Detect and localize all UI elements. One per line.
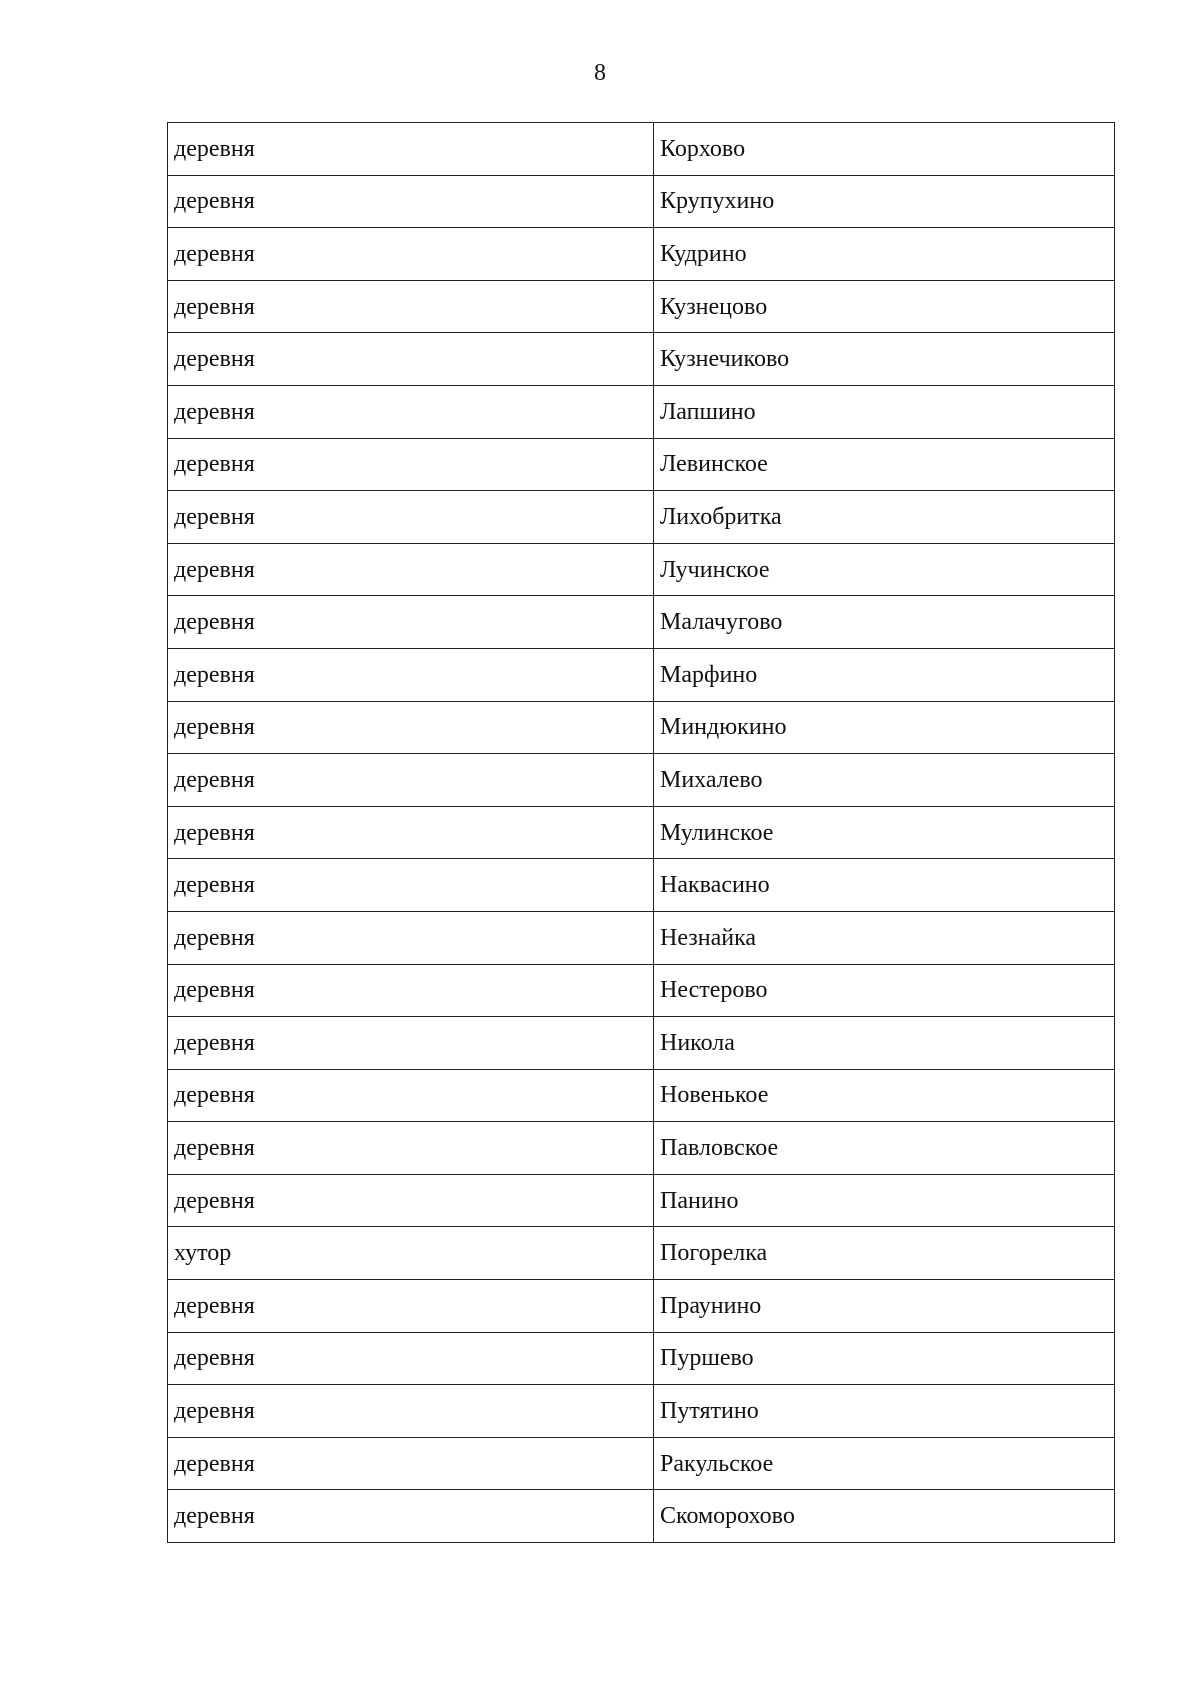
table-row <box>168 596 1115 649</box>
table-row <box>168 280 1115 333</box>
table-row <box>168 1069 1115 1122</box>
table-row <box>168 1437 1115 1490</box>
table-row <box>168 754 1115 807</box>
settlement-name-cell: Нестерово <box>654 964 1115 1017</box>
table-row <box>168 1122 1115 1175</box>
table-row <box>168 1227 1115 1280</box>
settlement-name-cell: Новенькое <box>654 1069 1115 1122</box>
settlement-type-cell: деревня <box>168 1332 654 1385</box>
settlement-type-cell: деревня <box>168 1069 654 1122</box>
table-row <box>168 228 1115 281</box>
settlement-type-cell: деревня <box>168 1437 654 1490</box>
settlement-name-cell: Скоморохово <box>654 1490 1115 1543</box>
settlement-name-cell: Ракульское <box>654 1437 1115 1490</box>
table-row <box>168 859 1115 912</box>
settlement-name-cell: Наквасино <box>654 859 1115 912</box>
table-row <box>168 1280 1115 1333</box>
settlement-type-cell: деревня <box>168 280 654 333</box>
settlement-name-cell: Пуршево <box>654 1332 1115 1385</box>
settlement-type-cell: деревня <box>168 1174 654 1227</box>
settlement-type-cell: деревня <box>168 964 654 1017</box>
settlement-name-cell: Кузнецово <box>654 280 1115 333</box>
settlement-name-cell: Путятино <box>654 1385 1115 1438</box>
settlement-name-cell: Левинское <box>654 438 1115 491</box>
table-row <box>168 1385 1115 1438</box>
table-row <box>168 701 1115 754</box>
settlement-type-cell: деревня <box>168 648 654 701</box>
table-row <box>168 333 1115 386</box>
settlement-name-cell: Миндюкино <box>654 701 1115 754</box>
table-row <box>168 1174 1115 1227</box>
settlement-type-cell: деревня <box>168 333 654 386</box>
settlement-name-cell: Незнайка <box>654 911 1115 964</box>
settlement-name-cell: Крупухино <box>654 175 1115 228</box>
settlements-table <box>167 122 1115 1543</box>
table-row <box>168 491 1115 544</box>
settlement-name-cell: Лапшино <box>654 385 1115 438</box>
table-row <box>168 1332 1115 1385</box>
settlement-name-cell: Корхово <box>654 123 1115 176</box>
settlement-type-cell: деревня <box>168 228 654 281</box>
settlement-type-cell: деревня <box>168 385 654 438</box>
settlement-name-cell: Михалево <box>654 754 1115 807</box>
table-row <box>168 806 1115 859</box>
settlement-name-cell: Никола <box>654 1017 1115 1070</box>
settlement-name-cell: Мулинское <box>654 806 1115 859</box>
settlement-type-cell: деревня <box>168 859 654 912</box>
table-row <box>168 385 1115 438</box>
settlement-type-cell: деревня <box>168 175 654 228</box>
table-row <box>168 964 1115 1017</box>
table-row <box>168 911 1115 964</box>
settlement-name-cell: Праунино <box>654 1280 1115 1333</box>
settlement-type-cell: деревня <box>168 1122 654 1175</box>
table-row <box>168 1490 1115 1543</box>
settlement-name-cell: Лучинское <box>654 543 1115 596</box>
settlement-type-cell: деревня <box>168 1017 654 1070</box>
settlement-type-cell: деревня <box>168 596 654 649</box>
table-row <box>168 1017 1115 1070</box>
settlement-type-cell: деревня <box>168 1385 654 1438</box>
table-row <box>168 123 1115 176</box>
settlement-name-cell: Кудрино <box>654 228 1115 281</box>
page-number: 8 <box>594 60 606 86</box>
settlement-name-cell: Кузнечиково <box>654 333 1115 386</box>
settlement-type-cell: деревня <box>168 491 654 544</box>
table-row <box>168 648 1115 701</box>
settlement-type-cell: деревня <box>168 701 654 754</box>
table-row <box>168 438 1115 491</box>
settlements-table-body <box>168 123 1115 1543</box>
settlement-name-cell: Панино <box>654 1174 1115 1227</box>
settlement-type-cell: деревня <box>168 438 654 491</box>
settlement-type-cell: деревня <box>168 543 654 596</box>
settlement-type-cell: деревня <box>168 754 654 807</box>
table-row <box>168 543 1115 596</box>
settlement-type-cell: деревня <box>168 1490 654 1543</box>
settlement-name-cell: Павловское <box>654 1122 1115 1175</box>
settlement-name-cell: Погорелка <box>654 1227 1115 1280</box>
settlement-name-cell: Марфино <box>654 648 1115 701</box>
settlement-name-cell: Лихобритка <box>654 491 1115 544</box>
table-row <box>168 175 1115 228</box>
settlement-type-cell: хутор <box>168 1227 654 1280</box>
settlement-type-cell: деревня <box>168 806 654 859</box>
settlement-type-cell: деревня <box>168 911 654 964</box>
settlement-type-cell: деревня <box>168 123 654 176</box>
settlement-type-cell: деревня <box>168 1280 654 1333</box>
settlement-name-cell: Малачугово <box>654 596 1115 649</box>
